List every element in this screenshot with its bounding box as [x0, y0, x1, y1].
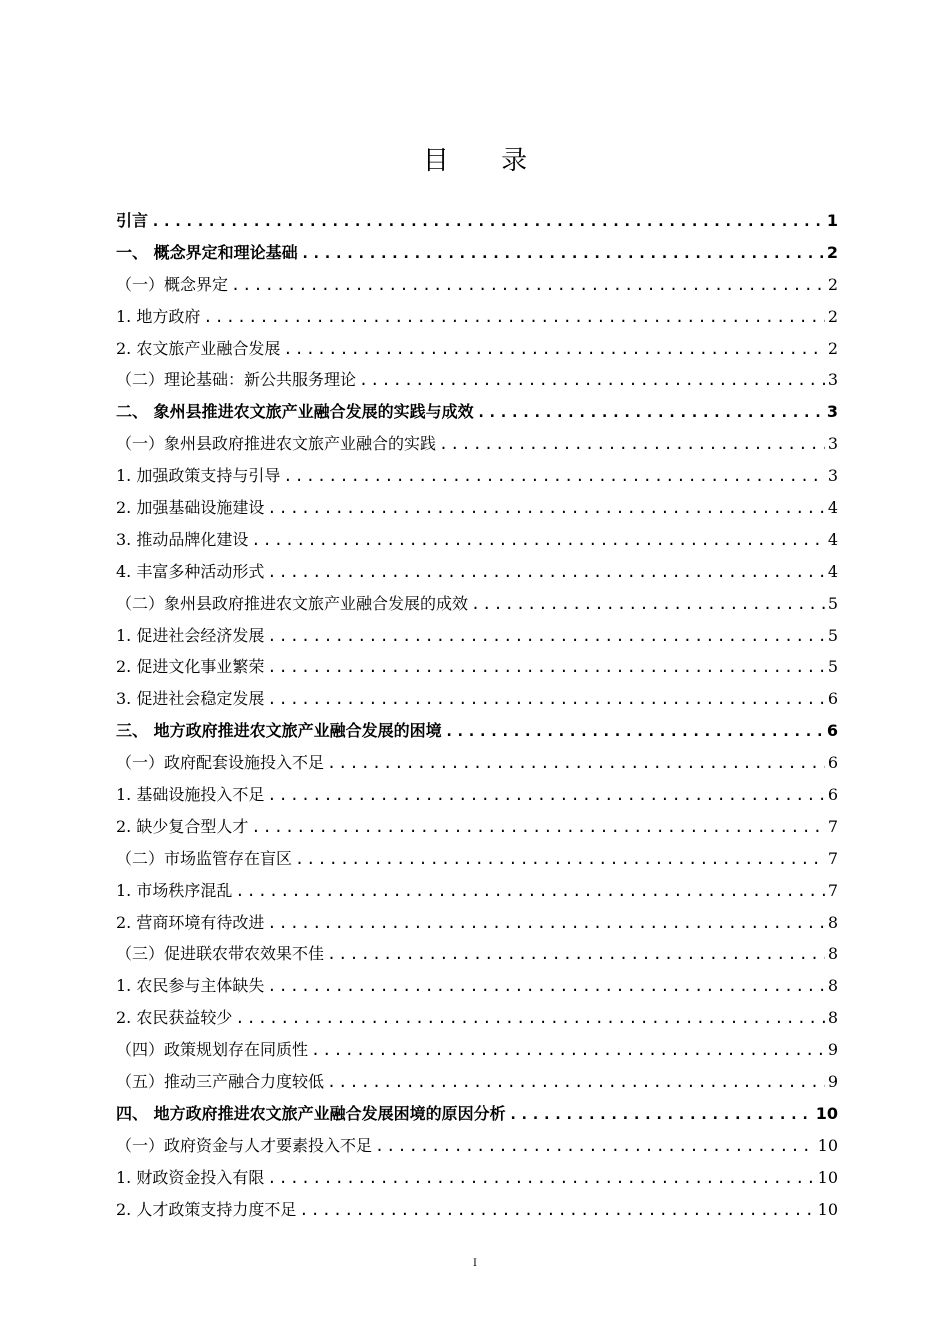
- toc-entry-label: 引言: [116, 211, 149, 230]
- toc-entry-label: （一）概念界定: [116, 274, 229, 294]
- toc-entry[interactable]: [116, 431, 838, 463]
- toc-entry-label: （五）推动三产融合力度较低: [116, 1072, 325, 1092]
- toc-entry[interactable]: [116, 559, 838, 591]
- toc-leader-dots: [299, 1201, 814, 1219]
- toc-entry-label: 1. 地方政府: [116, 306, 201, 326]
- toc-entry-label: 1. 加强政策支持与引导: [116, 466, 281, 486]
- toc-leader-dots: [203, 308, 824, 326]
- toc-entry-page-number: 8: [827, 1008, 838, 1028]
- toc-leader-dots: [231, 276, 825, 294]
- toc-leader-dots: [267, 977, 824, 995]
- toc-entry-page-number: 4: [827, 529, 838, 549]
- toc-entry-label: 四、 地方政府推进农文旅产业融合发展困境的原因分析: [116, 1103, 506, 1123]
- toc-entry[interactable]: [116, 686, 838, 718]
- toc-leader-dots: [283, 340, 824, 358]
- toc-leader-dots: [283, 467, 824, 485]
- toc-entry[interactable]: [116, 495, 838, 527]
- page-footer-number: I: [473, 1258, 477, 1269]
- table-of-contents: [116, 208, 838, 1229]
- toc-entry[interactable]: [116, 272, 838, 304]
- toc-entry[interactable]: [116, 782, 838, 814]
- toc-entry-label: 2. 缺少复合型人才: [116, 816, 249, 836]
- toc-entry[interactable]: [116, 623, 838, 655]
- toc-entry-label: 4. 丰富多种活动形式: [116, 561, 265, 581]
- toc-entry-label: 2. 农文旅产业融合发展: [116, 338, 281, 358]
- toc-entry[interactable]: [116, 1197, 838, 1229]
- toc-entry[interactable]: [116, 399, 838, 431]
- toc-entry[interactable]: [116, 941, 838, 973]
- toc-entry-page-number: 2: [827, 274, 838, 294]
- toc-title: 目 录: [422, 146, 550, 176]
- toc-entry[interactable]: [116, 973, 838, 1005]
- toc-entry-page-number: 7: [827, 880, 838, 900]
- toc-entry-label: 二、 象州县推进农文旅产业融合发展的实践与成效: [116, 402, 474, 422]
- toc-entry-label: 1. 基础设施投入不足: [116, 785, 265, 805]
- toc-entry-page-number: 3: [826, 402, 838, 422]
- toc-entry[interactable]: [116, 1069, 838, 1101]
- toc-leader-dots: [445, 722, 824, 740]
- toc-entry-label: 1. 农民参与主体缺失: [116, 976, 265, 996]
- toc-entry-label: 3. 推动品牌化建设: [116, 529, 249, 549]
- toc-entry-page-number: 3: [827, 434, 838, 454]
- toc-entry[interactable]: [116, 240, 838, 272]
- toc-leader-dots: [251, 531, 824, 549]
- toc-leader-dots: [327, 945, 825, 963]
- toc-entry[interactable]: [116, 750, 838, 782]
- toc-entry-label: （二）象州县政府推进农文旅产业融合发展的成效: [116, 593, 469, 613]
- toc-leader-dots: [359, 371, 825, 389]
- toc-leader-dots: [327, 1073, 825, 1091]
- toc-entry-page-number: 2: [826, 242, 838, 262]
- toc-entry-page-number: 5: [827, 625, 838, 645]
- toc-leader-dots: [235, 882, 824, 900]
- toc-entry[interactable]: [116, 336, 838, 368]
- toc-entry-label: 1. 促进社会经济发展: [116, 625, 265, 645]
- toc-entry[interactable]: [116, 1037, 838, 1069]
- toc-leader-dots: [267, 627, 824, 645]
- toc-leader-dots: [295, 850, 825, 868]
- toc-entry[interactable]: [116, 718, 838, 750]
- toc-entry[interactable]: [116, 527, 838, 559]
- toc-entry[interactable]: [116, 208, 838, 240]
- toc-entry-label: 一、 概念界定和理论基础: [116, 242, 298, 262]
- toc-entry-page-number: 10: [815, 1103, 838, 1123]
- toc-entry[interactable]: [116, 1133, 838, 1165]
- toc-leader-dots: [151, 212, 824, 230]
- toc-entry-page-number: 6: [826, 721, 838, 741]
- toc-entry-label: （一）政府配套设施投入不足: [116, 753, 325, 773]
- toc-leader-dots: [267, 690, 824, 708]
- toc-entry-page-number: 5: [827, 593, 838, 613]
- toc-entry-page-number: 9: [827, 1040, 838, 1060]
- toc-entry-label: 三、 地方政府推进农文旅产业融合发展的困境: [116, 721, 442, 741]
- toc-entry-page-number: 6: [827, 785, 838, 805]
- toc-leader-dots: [235, 1009, 824, 1027]
- toc-entry-page-number: 8: [827, 944, 838, 964]
- toc-entry-label: 2. 促进文化事业繁荣: [116, 657, 265, 677]
- toc-entry-page-number: 1: [826, 211, 838, 230]
- toc-entry[interactable]: [116, 591, 838, 623]
- toc-leader-dots: [509, 1105, 813, 1123]
- toc-leader-dots: [301, 244, 824, 262]
- toc-leader-dots: [471, 595, 825, 613]
- toc-entry-label: （一）政府资金与人才要素投入不足: [116, 1135, 373, 1155]
- toc-entry-label: （二）理论基础：新公共服务理论: [116, 370, 357, 390]
- toc-entry-label: 2. 农民获益较少: [116, 1008, 233, 1028]
- toc-entry[interactable]: [116, 367, 838, 399]
- toc-entry-label: （二）市场监管存在盲区: [116, 848, 293, 868]
- toc-entry[interactable]: [116, 846, 838, 878]
- toc-entry-page-number: 8: [827, 976, 838, 996]
- toc-entry[interactable]: [116, 910, 838, 942]
- toc-entry-page-number: 4: [827, 561, 838, 581]
- toc-entry-label: 2. 营商环境有待改进: [116, 912, 265, 932]
- toc-leader-dots: [267, 658, 824, 676]
- toc-entry-label: 1. 市场秩序混乱: [116, 880, 233, 900]
- toc-leader-dots: [267, 499, 824, 517]
- toc-entry-page-number: 7: [827, 848, 838, 868]
- toc-entry-page-number: 2: [827, 306, 838, 326]
- toc-entry-page-number: 10: [817, 1167, 838, 1187]
- toc-entry[interactable]: [116, 1005, 838, 1037]
- toc-entry-label: 3. 促进社会稳定发展: [116, 689, 265, 709]
- toc-entry-label: （三）促进联农带农效果不佳: [116, 944, 325, 964]
- toc-entry[interactable]: [116, 814, 838, 846]
- toc-leader-dots: [477, 403, 824, 421]
- toc-entry-page-number: 8: [827, 912, 838, 932]
- toc-entry[interactable]: [116, 463, 838, 495]
- toc-leader-dots: [375, 1137, 815, 1155]
- toc-leader-dots: [311, 1041, 825, 1059]
- toc-leader-dots: [439, 435, 825, 453]
- toc-entry-label: 1. 财政资金投入有限: [116, 1167, 265, 1187]
- toc-entry[interactable]: [116, 878, 838, 910]
- toc-entry-label: （一）象州县政府推进农文旅产业融合的实践: [116, 434, 437, 454]
- toc-entry-page-number: 5: [827, 657, 838, 677]
- toc-entry-label: （四）政策规划存在同质性: [116, 1040, 309, 1060]
- toc-entry-page-number: 4: [827, 498, 838, 518]
- toc-entry[interactable]: [116, 1101, 838, 1133]
- toc-leader-dots: [251, 818, 824, 836]
- toc-leader-dots: [267, 786, 824, 804]
- toc-entry[interactable]: [116, 1165, 838, 1197]
- toc-leader-dots: [267, 914, 824, 932]
- toc-entry-page-number: 6: [827, 689, 838, 709]
- toc-entry-page-number: 10: [817, 1135, 838, 1155]
- toc-leader-dots: [267, 563, 824, 581]
- toc-entry[interactable]: [116, 304, 838, 336]
- toc-entry-page-number: 10: [817, 1199, 838, 1219]
- toc-leader-dots: [267, 1169, 814, 1187]
- toc-entry-label: 2. 人才政策支持力度不足: [116, 1199, 297, 1219]
- toc-leader-dots: [327, 754, 825, 772]
- toc-entry-page-number: 9: [827, 1072, 838, 1092]
- toc-entry[interactable]: [116, 654, 838, 686]
- toc-entry-label: 2. 加强基础设施建设: [116, 498, 265, 518]
- toc-entry-page-number: 3: [827, 370, 838, 390]
- toc-entry-page-number: 3: [827, 466, 838, 486]
- toc-entry-page-number: 6: [827, 753, 838, 773]
- toc-entry-page-number: 7: [827, 816, 838, 836]
- toc-entry-page-number: 2: [827, 338, 838, 358]
